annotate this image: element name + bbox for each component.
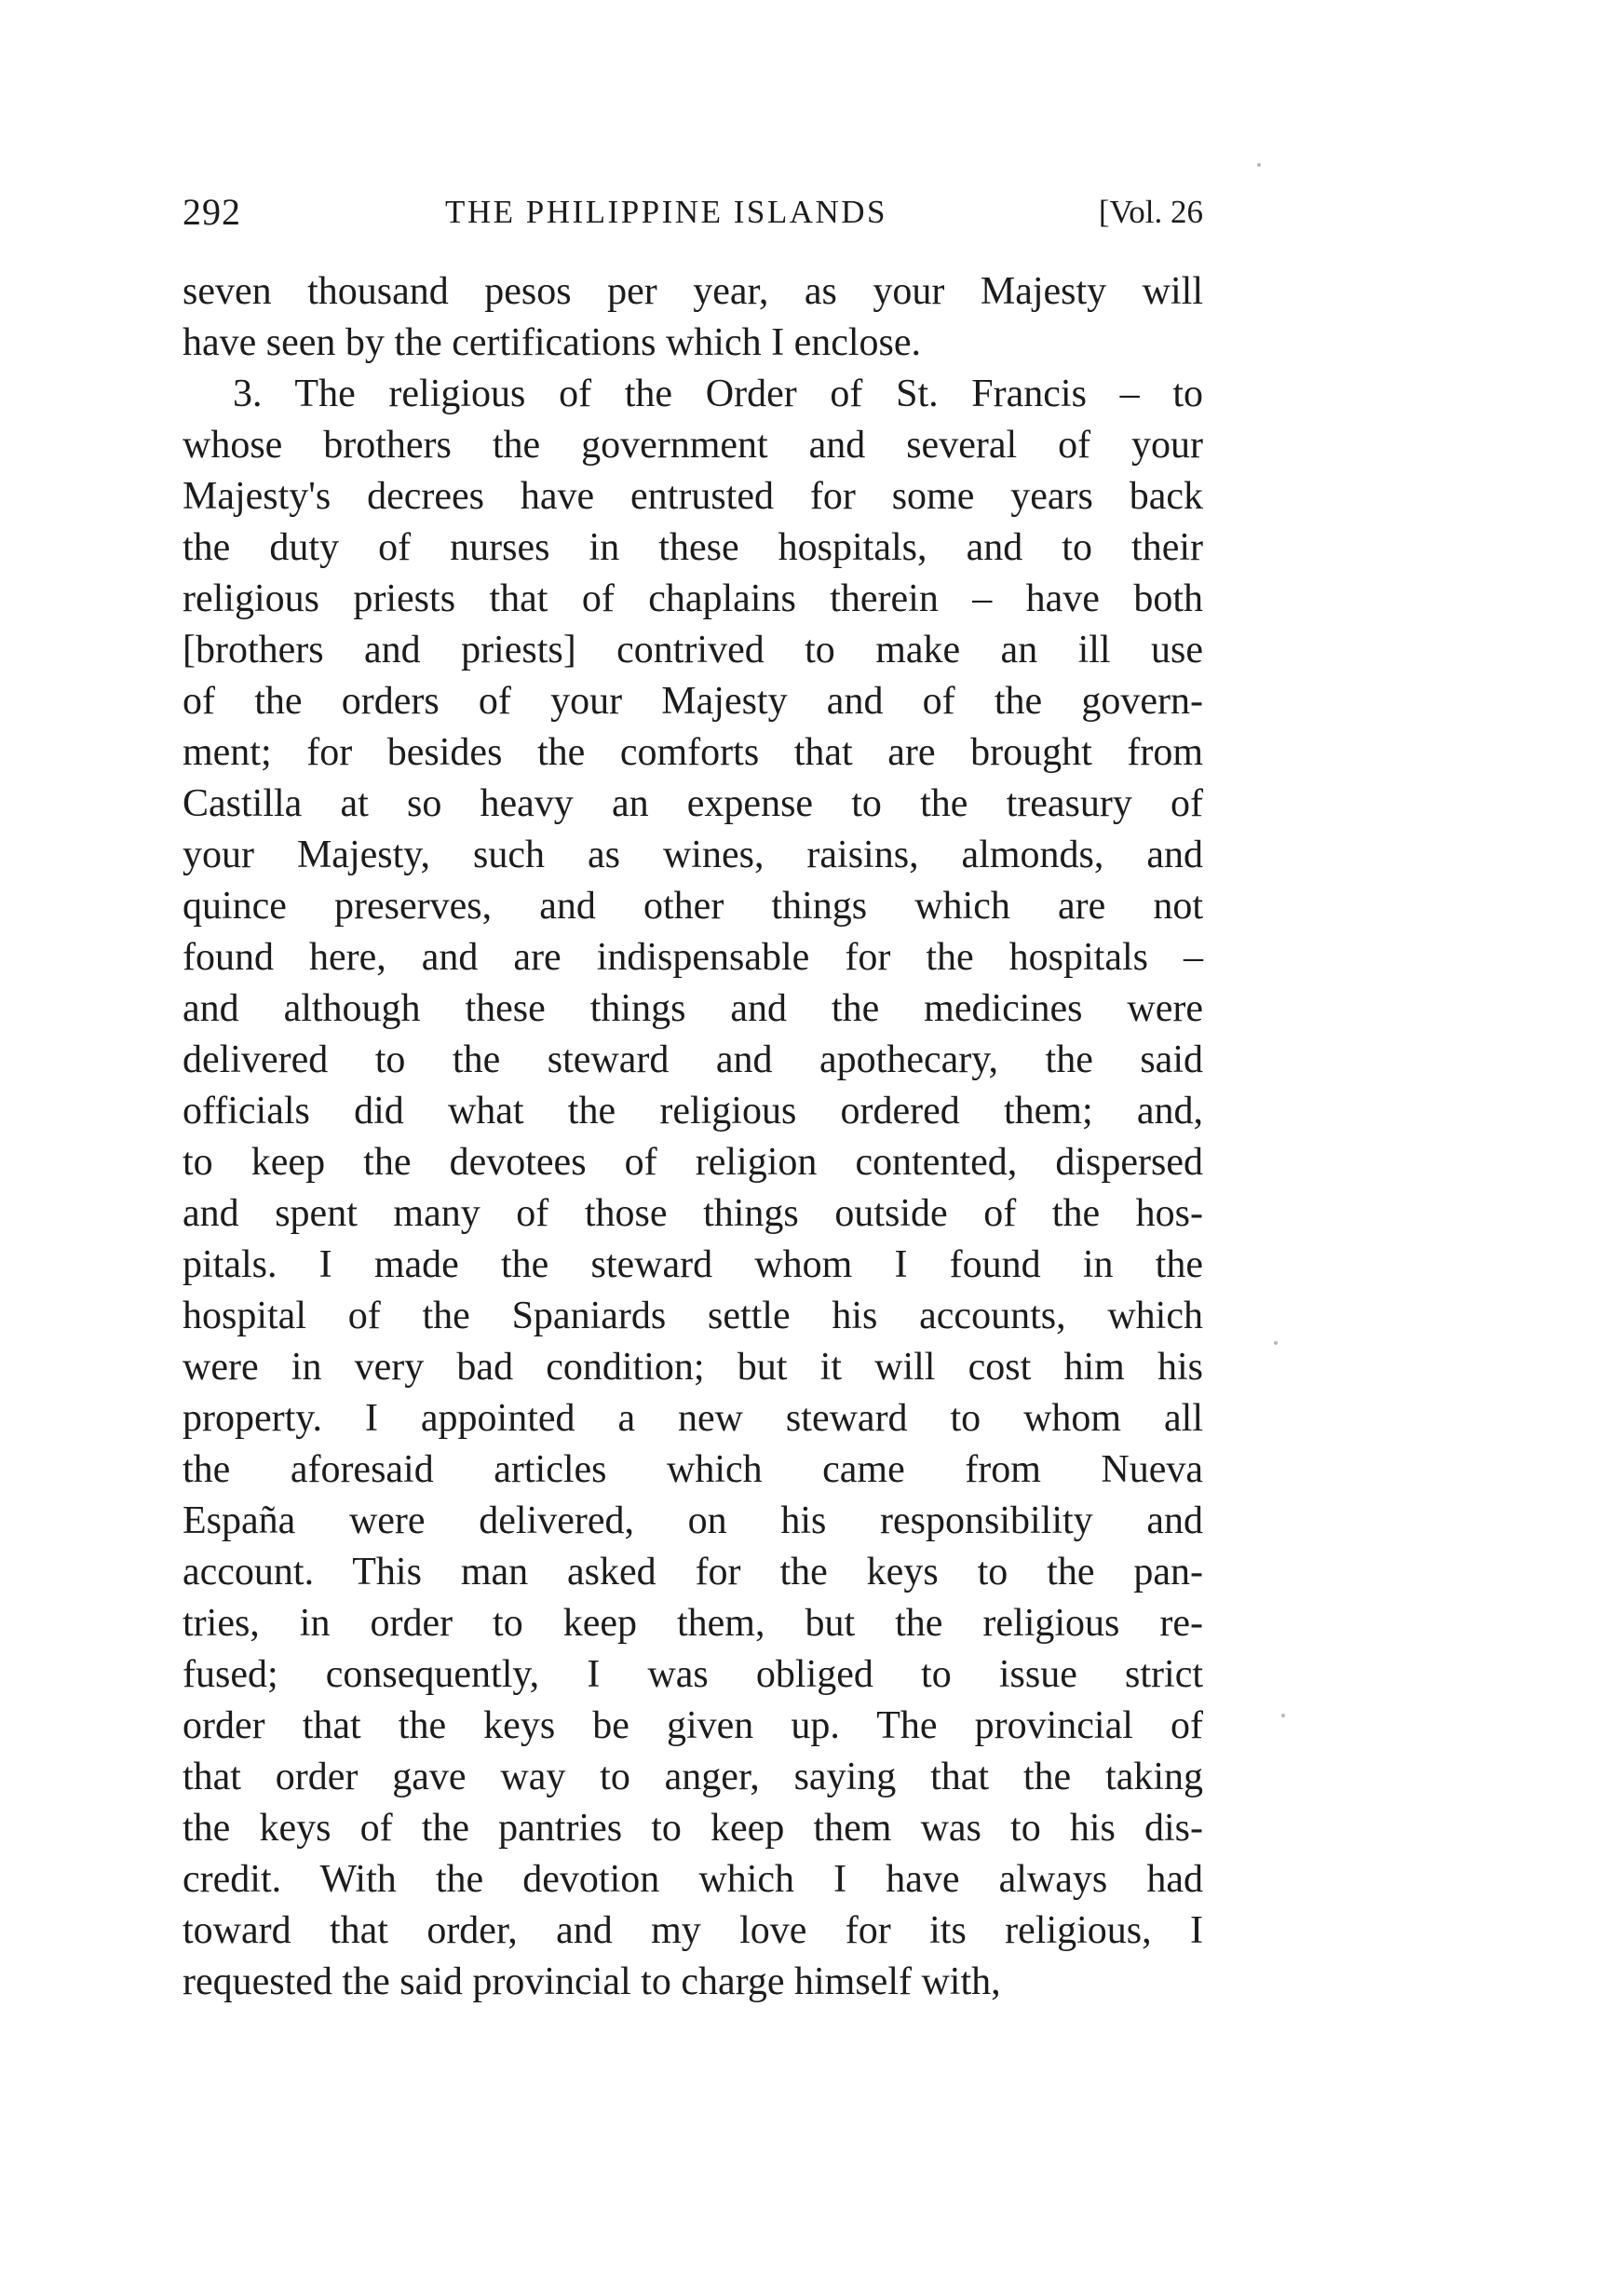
text-line: the keys of the pantries to keep them was to his dis- xyxy=(183,1807,1203,1850)
text-line: and spent many of those things outside of the hos- xyxy=(183,1192,1203,1235)
running-header xyxy=(183,186,1203,238)
text-line: religious priests that of chaplains therein – have both xyxy=(183,577,1203,620)
text-line: found here, and are indispensable for the hospitals – xyxy=(183,936,1203,979)
text-line: officials did what the religious ordered them; and, xyxy=(183,1090,1203,1132)
text-line: your Majesty, such as wines, raisins, almonds, and xyxy=(183,834,1203,876)
text-line: order that the keys be given up. The provincial of xyxy=(183,1704,1203,1747)
text-line: account. This man asked for the keys to the pan- xyxy=(183,1551,1203,1594)
text-line: pitals. I made the steward whom I found in the xyxy=(183,1243,1203,1286)
text-line: were in very bad condition; but it will cost him his xyxy=(183,1346,1203,1389)
body-text xyxy=(183,266,1203,2008)
text-line: fused; consequently, I was obliged to issue strict xyxy=(183,1653,1203,1696)
text-line: the aforesaid articles which came from Nueva xyxy=(183,1448,1203,1491)
text-line: hospital of the Spaniards settle his accounts, which xyxy=(183,1295,1203,1337)
text-line: and although these things and the medicines were xyxy=(183,987,1203,1030)
text-line: 3. The religious of the Order of St. Francis – to xyxy=(233,373,1203,415)
text-line: of the orders of your Majesty and of the govern- xyxy=(183,680,1203,723)
text-line: credit. With the devotion which I have always had xyxy=(183,1858,1203,1901)
text-line: tries, in order to keep them, but the religious re- xyxy=(183,1602,1203,1645)
text-line: Castilla at so heavy an expense to the treasury of xyxy=(183,782,1203,825)
text-line: [brothers and priests] contrived to make an ill use xyxy=(183,629,1203,671)
scan-speck xyxy=(1274,1341,1278,1345)
text-line: whose brothers the government and several of your xyxy=(183,424,1203,467)
page-number: 292 xyxy=(183,191,241,233)
text-line: property. I appointed a new steward to whom all xyxy=(183,1397,1203,1440)
text-line: quince preserves, and other things which are not xyxy=(183,885,1203,928)
text-line: the duty of nurses in these hospitals, and to their xyxy=(183,526,1203,569)
running-title: THE PHILIPPINE ISLANDS xyxy=(445,194,887,230)
text-line: delivered to the steward and apothecary, the said xyxy=(183,1038,1203,1081)
volume-label: [Vol. 26 xyxy=(1098,194,1203,230)
text-line: España were delivered, on his responsibility and xyxy=(183,1499,1203,1542)
text-line: requested the said provincial to charge himself with, xyxy=(183,1960,1001,2003)
text-line: seven thousand pesos per year, as your Majesty will xyxy=(183,270,1203,313)
text-line: toward that order, and my love for its religious, I xyxy=(183,1909,1203,1952)
text-line: to keep the devotees of religion contented, dispersed xyxy=(183,1141,1203,1184)
scan-speck xyxy=(1257,163,1261,167)
text-line: that order gave way to anger, saying that the taking xyxy=(183,1756,1203,1798)
text-line: have seen by the certifications which I enclose. xyxy=(183,321,922,364)
scan-speck xyxy=(1281,1714,1285,1717)
text-line: ment; for besides the comforts that are brought from xyxy=(183,731,1203,774)
text-line: Majesty's decrees have entrusted for some years back xyxy=(183,475,1203,518)
